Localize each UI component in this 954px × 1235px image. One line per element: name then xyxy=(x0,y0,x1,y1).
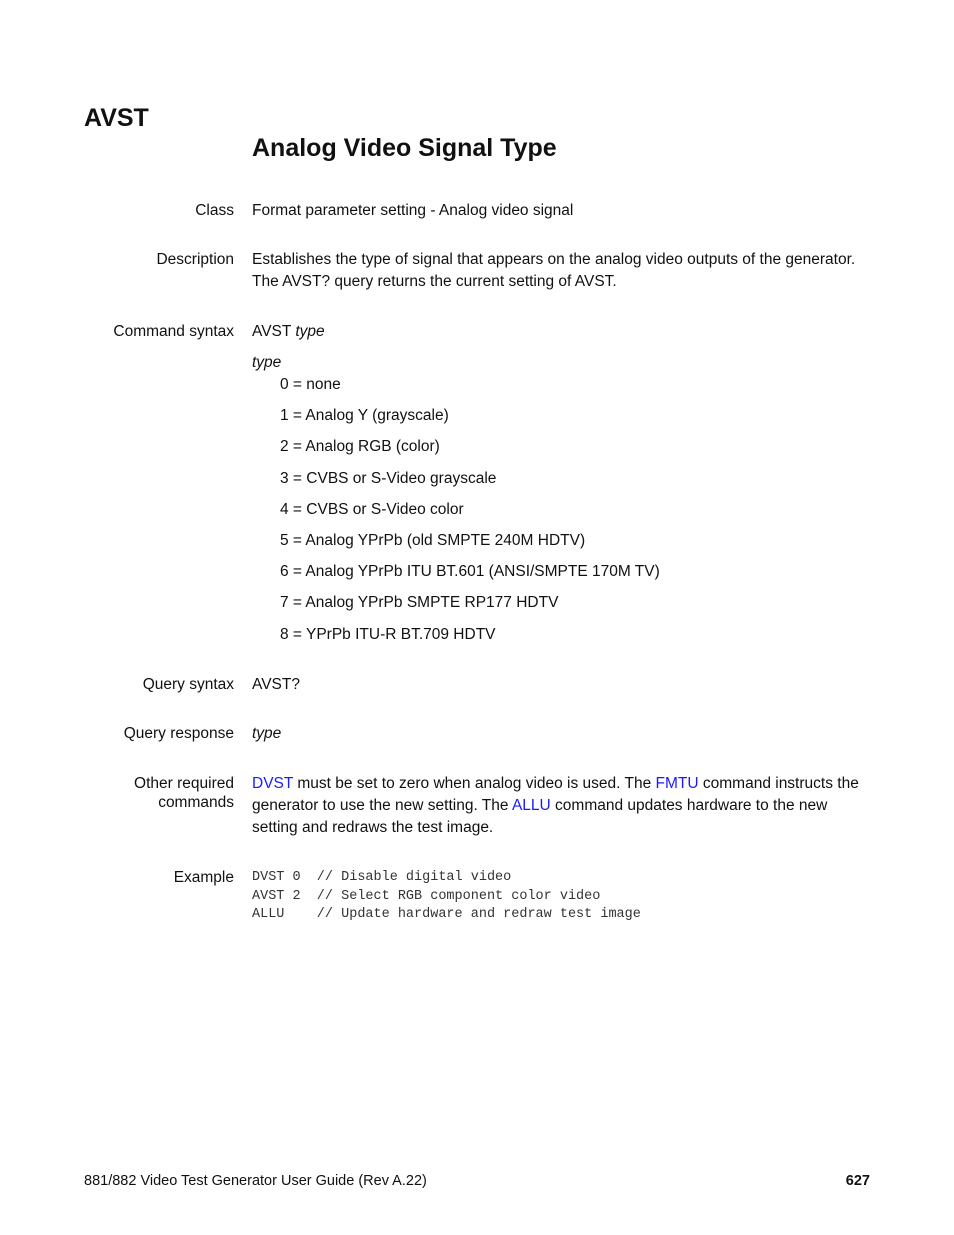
example-code-line: ALLU // Update hardware and redraw test image xyxy=(252,907,641,922)
command-syntax-line xyxy=(252,321,872,343)
example-code-line: DVST 0 // Disable digital video xyxy=(252,870,512,885)
allu-link[interactable]: ALLU xyxy=(511,797,551,814)
other-required-label-line-1: Other required xyxy=(134,775,234,792)
type-value: 2 = Analog RGB (color) xyxy=(280,438,440,456)
command-syntax-cmd: AVST xyxy=(252,323,292,340)
fmtu-link[interactable]: FMTU xyxy=(655,775,699,792)
dvst-link[interactable]: DVST xyxy=(252,775,294,792)
command-syntax-label: Command syntax xyxy=(113,323,234,340)
other-required-label xyxy=(134,774,234,812)
command-syntax-param: type xyxy=(295,323,325,340)
type-value: 0 = none xyxy=(280,376,341,393)
command-syntax-body xyxy=(252,321,872,655)
class-label: Class xyxy=(195,202,234,219)
type-value: 1 = Analog Y (grayscale) xyxy=(280,407,449,425)
description-label: Description xyxy=(156,251,234,268)
page-number: 627 xyxy=(845,1173,870,1189)
example-code-line: AVST 2 // Select RGB component color video xyxy=(252,888,601,904)
class-text: Format parameter setting - Analog video signal xyxy=(252,202,574,219)
other-required-text-1: must be set to zero when analog video is used. The xyxy=(293,775,656,792)
type-value: 5 = Analog YPrPb (old SMPTE 240M HDTV) xyxy=(280,531,586,549)
other-required-label-line-2: commands xyxy=(158,794,234,811)
type-value: 8 = YPrPb ITU-R BT.709 HDTV xyxy=(280,625,496,643)
page-title: Analog Video Signal Type xyxy=(252,134,557,162)
type-value: 4 = CVBS or S-Video color xyxy=(280,500,464,518)
example-code xyxy=(252,869,872,925)
other-required-text xyxy=(252,773,872,839)
query-syntax-text: AVST? xyxy=(252,676,300,693)
command-name: AVST xyxy=(84,104,149,132)
other-required-text-3: command updates hardware to the new setting and redraws the test image. xyxy=(252,797,828,836)
description-line-1: Establishes the type of signal that appears on the analog video outputs of the generator. xyxy=(252,251,856,268)
footer-guide-title: 881/882 Video Test Generator User Guide (Rev A.22) xyxy=(84,1173,427,1189)
query-syntax-label: Query syntax xyxy=(142,676,234,693)
query-response-text: type xyxy=(252,725,282,742)
type-heading: type xyxy=(252,354,282,371)
type-value: 6 = Analog YPrPb ITU BT.601 (ANSI/SMPTE 170M TV) xyxy=(280,563,660,581)
other-required-text-2: command instructs the generator to use the new setting. The xyxy=(252,775,859,814)
type-value: 7 = Analog YPrPb SMPTE RP177 HDTV xyxy=(280,594,559,612)
example-label: Example xyxy=(173,869,234,886)
description-line-2: The AVST? query returns the current setting of AVST. xyxy=(252,273,617,290)
query-response-label: Query response xyxy=(123,725,234,742)
type-value: 3 = CVBS or S-Video grayscale xyxy=(280,469,497,487)
description-text xyxy=(252,249,872,293)
